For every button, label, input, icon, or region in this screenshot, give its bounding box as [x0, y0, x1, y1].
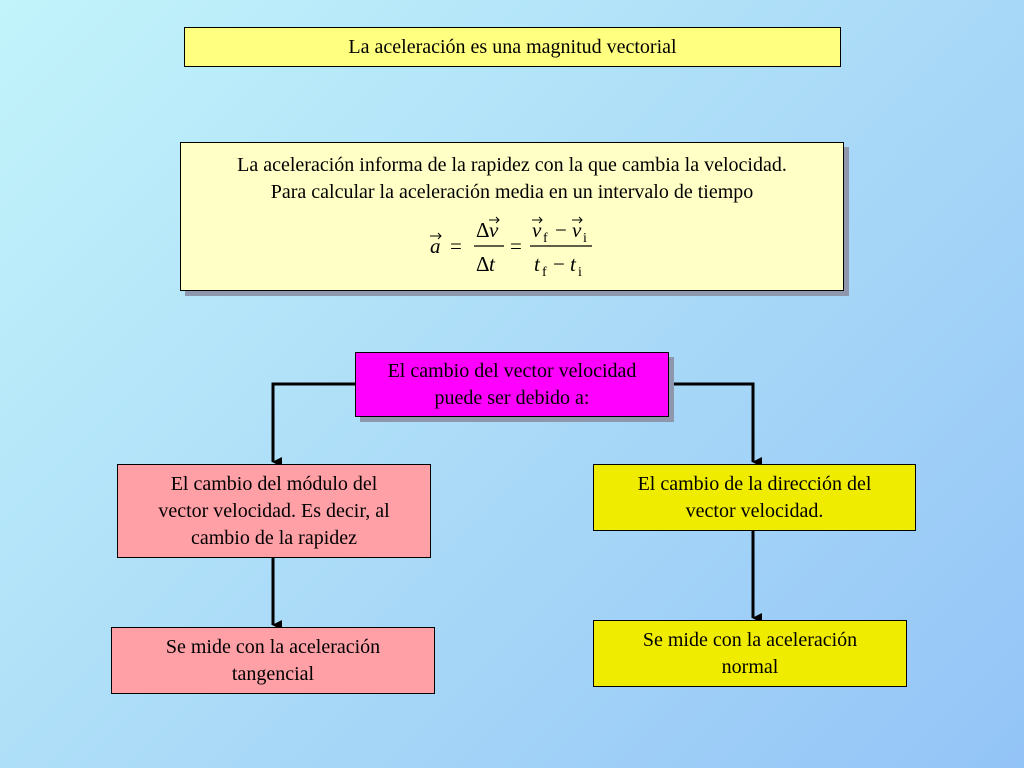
info-line-1: La aceleración informa de la rapidez con la que cambia la velocidad.	[237, 154, 787, 176]
title-box	[184, 27, 841, 67]
formula-vf: v	[532, 218, 542, 242]
formula-delta-den: Δ	[476, 252, 490, 276]
arrow-cause-to-direccion	[669, 384, 753, 462]
formula-sub-i-den: i	[578, 265, 582, 280]
tangencial-line-1: Se mide con la aceleración	[165, 635, 381, 658]
cause-box	[355, 352, 669, 417]
formula-eq-2: =	[510, 234, 522, 258]
formula-sub-i-num: i	[583, 231, 587, 246]
formula-v-num: v	[489, 218, 499, 242]
formula-sub-f-den: f	[542, 265, 547, 280]
formula-delta-num: Δ	[476, 218, 490, 242]
modulo-line-3: cambio de la rapidez	[190, 526, 358, 549]
formula-tf: t	[534, 252, 540, 276]
formula-eq-1: =	[450, 234, 462, 258]
info-box	[180, 142, 844, 291]
normal-line-1: Se mide con la aceleración	[642, 628, 858, 651]
direccion-line-2: vector velocidad.	[685, 499, 824, 522]
modulo-box	[117, 464, 431, 558]
normal-line-2: normal	[721, 655, 779, 678]
arrow-cause-to-modulo	[273, 384, 355, 462]
formula-vi: v	[572, 218, 582, 242]
cause-line-2: puede ser debido a:	[434, 386, 590, 409]
tangencial-line-2: tangencial	[231, 662, 315, 685]
formula-minus-den: −	[553, 252, 565, 276]
title-text: La aceleración es una magnitud vectorial	[348, 35, 677, 58]
formula-lhs: a	[430, 234, 441, 258]
normal-box	[593, 620, 907, 687]
direccion-line-1: El cambio de la dirección del	[637, 472, 872, 495]
cause-line-1: El cambio del vector velocidad	[387, 359, 637, 382]
acceleration-formula	[426, 215, 606, 285]
direccion-box	[593, 464, 916, 531]
formula-minus-num: −	[555, 218, 567, 242]
modulo-line-1: El cambio del módulo del	[170, 472, 378, 495]
info-line-2: Para calcular la aceleración media en un intervalo de tiempo	[270, 181, 754, 203]
formula-t-den: t	[489, 252, 495, 276]
tangencial-box	[111, 627, 435, 694]
formula-ti: t	[570, 252, 576, 276]
modulo-line-2: vector velocidad. Es decir, al	[158, 499, 390, 522]
formula-sub-f-num: f	[543, 231, 548, 246]
